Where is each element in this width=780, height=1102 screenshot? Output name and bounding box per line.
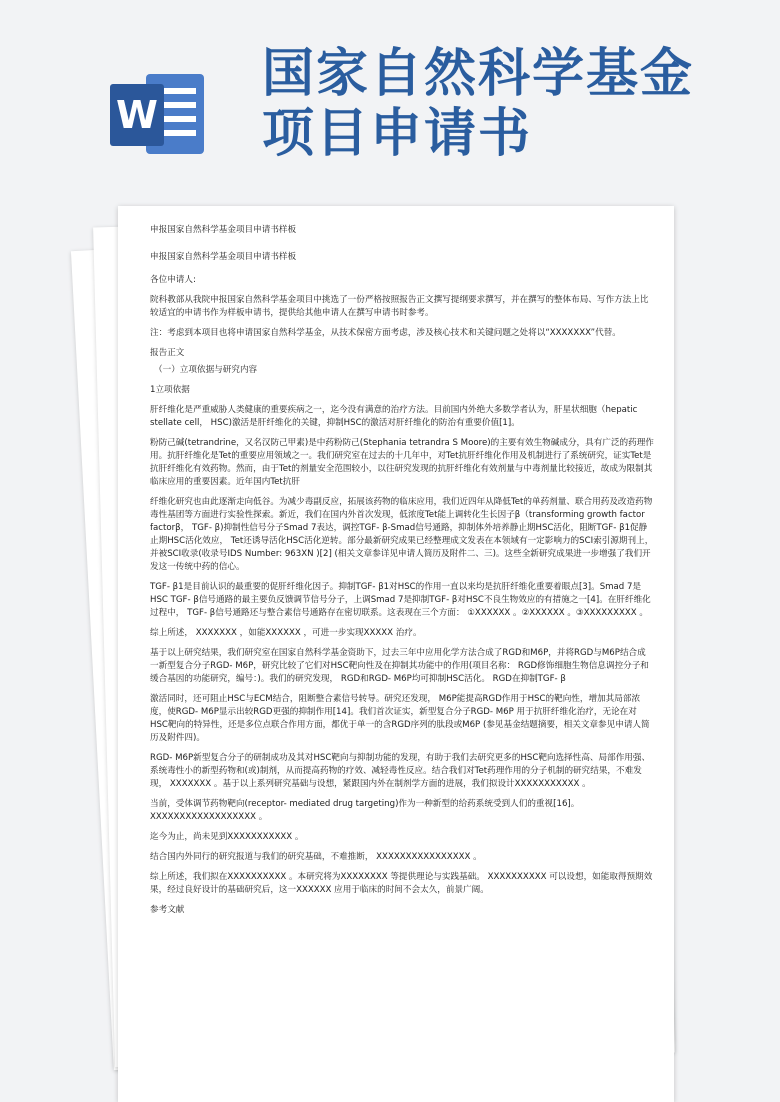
paragraph-6: 基于以上研究结果，我们研究室在国家自然科学基金资助下，过去三年中应用化学方法合成了RGD和M6P，并将RGD与M6P结合成一新型复合分子RGD- M6P，研究比较了它们对HSC靶向性及在抑制其功能中的作用(项目名称： RGD修饰细胞生物信息调控分子和缓合基因的功能研究，编号：)。我们的研究发现， RGD和RGD- M6P均可抑制HSC活化。 RGD在抑制TGF- β <box>150 648 649 684</box>
word-document-icon <box>108 72 208 156</box>
paragraph-10: 迄今为止，尚未见到XXXXXXXXXXX 。 <box>150 832 304 842</box>
paragraph-12: 综上所述，我们拟在XXXXXXXXXX 。本研究将为XXXXXXXX 等提供理论与实践基础。 XXXXXXXXXX 可以设想，如能取得预期效果，经过良好设计的基础研究后，这一XXXXXX 应用于临床的时间不会太久，前景广阔。 <box>150 872 653 895</box>
document-content <box>150 224 654 924</box>
title-line-1: 国家自然科学基金 <box>262 44 695 104</box>
intro-paragraph: 院科教部从我院申报国家自然科学基金项目中挑选了一份严格按照报告正文撰写提纲要求撰写，并在撰写的整体布局、写作方法上比较适宜的申请书作为样板申请书，提供给其他申请人在撰写申请书时参考。 <box>150 295 649 318</box>
paragraph-5: 综上所述， XXXXXXX ，如能XXXXXX ，可进一步实现XXXXX 治疗。 <box>150 628 422 638</box>
paragraph-3: 纤维化研究也由此逐渐走向低谷。为减少毒副反应，拓展该药物的临床应用，我们近四年从降低Tet的单药剂量、联合用药及改造药物毒性基团等方面进行实验性探索。新近，我们在国内外首次发现，低浓度Tet能上调转化生长因子β（transforming growth factor factorβ， TGF- β)抑制性信号分子Smad 7表达，调控TGF- β-Smad信号通路，抑制体外培养静止期HSC活化，阻断TGF- β1促静止期HSC活化效应， Tet还诱导活化HSC活化逆转。部分最新研究成果已经整理成文发表在本领域有一定影响力的SCI索引源期刊上，并被SCI收录(收录号IDS Number: 963XN )[2] (相关文章参详见申请人简历及附件二、三)。这些全新研究成果进一步增强了我们开发这一传统中药的信心。 <box>150 497 654 572</box>
paragraph-11: 结合国内外同行的研究报道与我们的研究基础，不难推断， XXXXXXXXXXXXXXXX 。 <box>150 852 482 862</box>
section-1: （一）立项依据与研究内容 <box>154 365 258 375</box>
page-title <box>262 44 694 164</box>
section-1-1: 1立项依据 <box>150 385 190 395</box>
section-report: 报告正文 <box>150 348 185 358</box>
doc-heading-1: 申报国家自然科学基金项目申请书样板 <box>150 225 297 235</box>
paragraph-8: RGD- M6P新型复合分子的研制成功及其对HSC靶向与抑制功能的发现，有助于我们去研究更多的HSC靶向选择性高、局部作用强、系统毒性小的新型药物和(或)制剂，从而提高药物的疗效、减轻毒性反应。结合我们对Tet药理作用的分子机制的研究结果，不难发现， XXXXXXX 。基于以上系列研究基础与设想，紧跟国内外在制剂学方面的进展，我们拟设计XXXXXXXXXXX 。 <box>150 753 651 789</box>
paragraph-4: TGF- β1是目前认识的最重要的促肝纤维化因子。抑制TGF- β1对HSC的作用一直以来均是抗肝纤维化重要着眼点[3]。Smad 7是HSC TGF- β信号通路的最主要负反馈调节信号分子，上调Smad 7是抑制TGF- β对HSC不良生物效应的有措施之一[4]。在肝纤维化过程中， TGF- β信号通路还与整合素信号通路存在密切联系。这表现在三个方面： ①XXXXXX 。②XXXXXX 。③XXXXXXXXX 。 <box>150 582 651 618</box>
paragraph-7: 激活同时，还可阻止HSC与ECM结合，阻断整合素信号转导。研究还发现， M6P能提高RGD作用于HSC的靶向性，增加其局部浓度，使RGD- M6P显示出较RGD更强的抑制作用[14]。我们首次证实，新型复合分子RGD- M6P 用于抗肝纤维化治疗，无论在对HSC靶向的特异性，还是多位点联合作用方面，都优于单一的含RGD序列的肽段或M6P (参见基金结题摘要，相关文章参见申请人简历及附件四)。 <box>150 694 650 743</box>
paragraph-2: 粉防己碱(tetrandrine，又名汉防己甲素)是中药粉防己(Stephania tetrandra S Moore)的主要有效生物碱成分，具有广泛的药理作用。抗肝纤维化是Tet的重要应用领域之一。我们研究室在过去的十几年中，对Tet抗肝纤维化作用及机制进行了系统研究，证实Tet是抗肝纤维化有效药物。然而，由于Tet的剂量安全范围较小，以往研究发现的抗肝纤维化有效剂量与中毒剂量比较接近，故成为限制其临床应用的重要因素。近年国内Tet抗肝 <box>150 438 654 487</box>
paragraph-1: 肝纤维化是严重威胁人类健康的重要疾病之一，迄今没有满意的治疗方法。目前国内外绝大多数学者认为，肝星状细胞（hepatic stellate cell， HSC)激活是肝纤维化的关键，抑制HSC的激活对肝纤维化的防治有重要价值[1]。 <box>150 405 638 428</box>
doc-heading-2: 申报国家自然科学基金项目申请书样板 <box>150 252 297 262</box>
references-heading: 参考文献 <box>150 905 185 915</box>
document-page <box>118 206 674 1102</box>
title-line-2: 项目申请书 <box>262 104 533 164</box>
note-paragraph: 注：考虑到本项目也将申请国家自然科学基金，从技术保密方面考虑，涉及核心技术和关键问题之处将以“XXXXXXX”代替。 <box>150 328 621 338</box>
header <box>0 0 780 200</box>
salutation: 各位申请人: <box>150 275 196 285</box>
paragraph-9: 当前，受体调节药物靶向(receptor- mediated drug targeting)作为一种新型的给药系统受到人们的重视[16]。XXXXXXXXXXXXXXXXXX 。 <box>150 799 580 822</box>
logo-letter: W <box>116 93 158 137</box>
